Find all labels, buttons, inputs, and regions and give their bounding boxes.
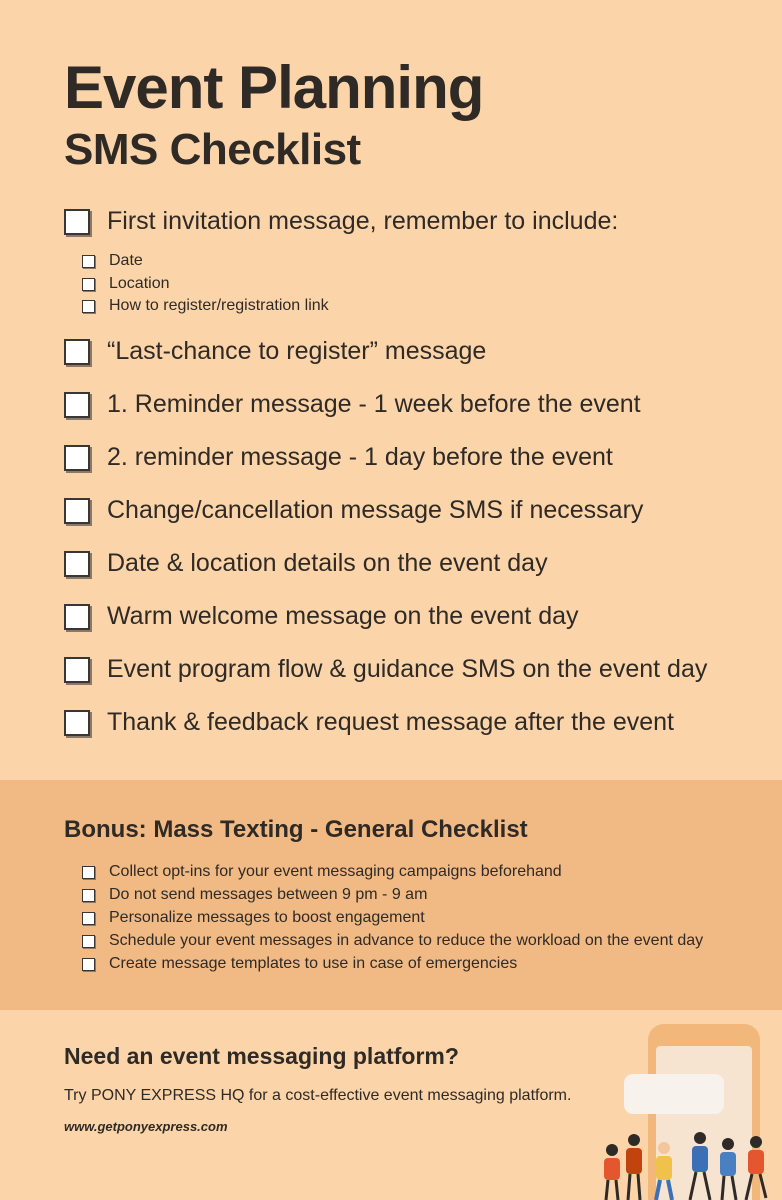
checklist-item-label: Change/cancellation message SMS if necessary [107,496,644,524]
bonus-item-label: Personalize messages to boost engagement [109,909,425,926]
checklist-subitem[interactable] [82,252,143,270]
checklist-item[interactable] [64,207,618,236]
bonus-title: Bonus: Mass Texting - General Checklist [64,816,528,843]
checklist-item-label: 2. reminder message - 1 day before the event [107,443,613,471]
checklist-subitem[interactable] [82,275,170,293]
website-link[interactable]: www.getponyexpress.com [64,1119,228,1134]
checkbox-icon[interactable] [82,255,95,268]
checkbox-icon[interactable] [82,958,95,971]
bonus-item-label: Collect opt-ins for your event messaging campaigns beforehand [109,863,562,880]
bonus-item-label: Do not send messages between 9 pm - 9 am [109,886,428,903]
checklist-item[interactable] [64,443,613,472]
bonus-item-label: Schedule your event messages in advance to reduce the workload on the event day [109,932,704,949]
checkbox-icon[interactable] [64,710,90,736]
checklist-item-label: “Last-chance to register” message [107,337,487,365]
checkbox-icon[interactable] [64,209,90,235]
checkbox-icon[interactable] [82,300,95,313]
cta-title: Need an event messaging platform? [64,1043,459,1069]
checkbox-icon[interactable] [64,445,90,471]
checklist-subitem[interactable] [82,297,329,315]
checklist-item-label: 1. Reminder message - 1 week before the event [107,390,641,418]
bonus-item[interactable] [82,909,425,927]
checklist-item-label: First invitation message, remember to include: [107,207,619,235]
bonus-item-label: Create message templates to use in case of emergencies [109,955,518,972]
checklist-item[interactable] [64,549,548,578]
checkbox-icon[interactable] [64,657,90,683]
checklist-item-label: Event program flow & guidance SMS on the event day [107,655,708,683]
checklist-item-label: Thank & feedback request message after the event [107,708,675,736]
bonus-item[interactable] [82,955,517,973]
checkbox-icon[interactable] [64,392,90,418]
checklist-item[interactable] [64,602,579,631]
bonus-item[interactable] [82,886,427,904]
checkbox-icon[interactable] [64,551,90,577]
checklist-item-label: Warm welcome message on the event day [107,602,579,630]
checkbox-icon[interactable] [82,912,95,925]
cta-text: Try PONY EXPRESS HQ for a cost-effective event messaging platform. [64,1087,572,1104]
checklist-subitem-label: Location [109,275,170,292]
checklist-item[interactable] [64,708,674,737]
page-title: Event Planning [64,54,484,121]
checkbox-icon[interactable] [64,498,90,524]
checklist-item[interactable] [64,337,486,366]
bonus-item[interactable] [82,863,562,881]
checkbox-icon[interactable] [82,866,95,879]
checklist-item[interactable] [64,496,643,525]
phone-with-people-illustration [596,1022,776,1200]
checkbox-icon[interactable] [64,604,90,630]
checkbox-icon[interactable] [64,339,90,365]
checkbox-icon[interactable] [82,889,95,902]
checkbox-icon[interactable] [82,278,95,291]
page-subtitle: SMS Checklist [64,125,361,174]
checkbox-icon[interactable] [82,935,95,948]
checklist-subitem-label: How to register/registration link [109,297,329,314]
bonus-item[interactable] [82,932,703,950]
checklist-subitem-label: Date [109,252,143,269]
checklist-item[interactable] [64,390,641,419]
bonus-section [0,780,782,1010]
checklist-item-label: Date & location details on the event day [107,549,548,577]
checklist-item[interactable] [64,655,707,684]
